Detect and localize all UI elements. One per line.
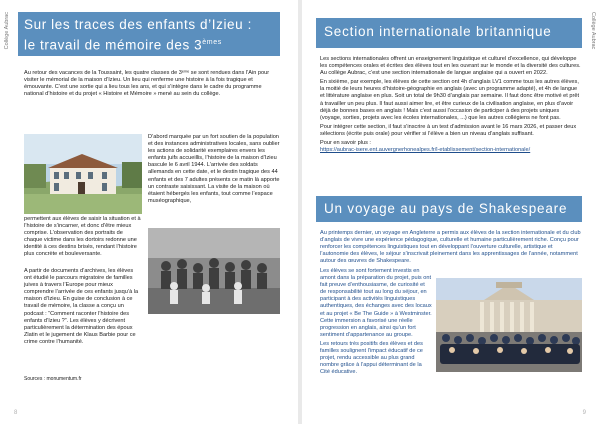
title-line-1: Sur les traces des enfants d’Izieu : (24, 17, 252, 32)
intro-paragraph: Au retour des vacances de la Toussaint, les quatre classes de 3ᵉᵐᵉ se sont rendues dans l’Ain pour visiter le mémorial de la maison d’Izieu. Un lieu qui renferme une histoire à la fois tragique et émouvante. C’est une sortie qui a lieu tous les ans, et qui s’intègre dans le cadre du programme national d’histoire et du projet « Histoire et Mémoire » mené au sein du collège. (24, 70, 270, 98)
london-group-photo (436, 278, 582, 372)
maison-izieu-photo (24, 134, 142, 214)
side-label: Collège Aubrac (590, 12, 596, 50)
voyage-intro: Au printemps dernier, un voyage en Angleterre a permis aux élèves de la section internationale et du club d’anglais de vivre une expérience pédagogique, culturelle et humaine particulièrement riche. Conçu pour renforcer les compétences linguistiques tout en développant l’ouverture culturelle, artistique et l’autonomie des élèves, le séjour s’inscrivait pleinement dans les apprentissages de l’année, notamment autour des œuvres de Shakespeare. (320, 230, 581, 265)
side-label: Collège Aubrac (4, 12, 10, 50)
section-paragraph-2: En sixième, par exemple, les élèves de cette section ont 4h d’anglais LV1 comme tous les autres élèves, la moitié de leurs heures d’histoire-géographie en anglais (avec un programme adapté), et 4h de langue et littérature anglaise en plus. Soit un total de 9h30 d’anglais par semaine. Il faut donc être motivé et prêt à travailler un peu plus. Il faut aussi aimer lire, et être curieux de la civilisation anglaise, en plus d’avoir déjà de bonnes bases en anglais ! Mais c’est aussi l’occasion de participer à des projets uniques (voyage, sorties, projets avec les écoles internationales, ...) que les autres collégiens ne font pas. (320, 79, 580, 121)
voyage-paragraph-1: Les élèves se sont fortement investis en amont dans la préparation du projet, puis ont fait preuve d’enthousiasme, de curiosité et de responsabilité tout au long du séjour, en participant à des activités linguistiques authentiques, des échanges avec des locaux et au projet « Be The Guide » à Westminster. Cette immersion a favorisé une réelle progression en anglais, ainsi qu’un fort sentiment d’appartenance au groupe. (320, 268, 432, 338)
title-line-2: le travail de mémoire des 3èmes (24, 37, 222, 53)
history-column: D’abord marquée par un fort soutien de la population et des instances administratives locales, sans oublier les actions de solidarité exemplaires envers les enfants juifs accueillis, l’histoire de la maison d’Izieu bascule le 6 avril 1944. L’arrivée des soldats allemands en cette date, et le destin tragique des 44 enfants et des 7 adultes présents ce matin là apporte un contraste saisissant. La visite de la maison où étaient hébergés les enfants, tout comme l’espace muséographique, (148, 134, 280, 204)
section-body (320, 56, 582, 154)
voyage-paragraph-2: Les retours très positifs des élèves et des familles soulignent l’impact éducatif de ce projet, rendu accessible au plus grand nombre grâce à l’appui déterminant de la Cité éducative. (320, 340, 423, 376)
section-title-banner: Section internationale britannique (316, 18, 582, 48)
page-number: 8 (14, 410, 18, 416)
sources-note: Sources : monumentum.fr (24, 376, 82, 382)
left-page (0, 0, 298, 424)
visit-paragraph: permettent aux élèves de saisir la situation et à l’histoire de s’incarner, et donc d’être mieux comprise. L’observation des portraits de chaque victime dans les dortoirs redonne une identité à ces destins brisés, rendant l’histoire plus concrète et bouleversante. (24, 216, 141, 258)
section-paragraph-4: Pour en savoir plus : (320, 140, 371, 147)
right-page (302, 0, 600, 424)
archives-paragraph: A partir de documents d’archives, les élèves ont étudié le parcours migratoire de familles juives à travers l’Europe pour mieux comprendre l’arrivée de ces enfants jusqu’à la maison d’Izieu. En guise de conclusion à ce travail de mémoire, la classe a conçu un podcast : “Comment raconter l’histoire des enfants d’Izieu ?”. Les élèves y décrivent particulièrement la détermination des époux Zlatin et le jugement de Klaus Barbie pour ce crime contre l’humanité. (24, 268, 139, 345)
section-link[interactable]: https://aubrac-isere.ent.auvergnerhonealpes.fr/l-etablissement/section-internationale/ (320, 147, 531, 154)
section-paragraph-3: Pour intégrer cette section, il faut s’inscrire à un test d’admission avant le 16 mars 2026, et passer deux sélections (écrite puis orale) pour vérifier si l’élève a bien un niveau d’anglais suffisant. (320, 123, 577, 137)
voyage-title-banner: Un voyage au pays de Shakespeare (316, 196, 582, 222)
children-archive-photo (148, 228, 280, 314)
article-title-banner (18, 12, 280, 56)
section-paragraph-1: Les sections internationales offrent un enseignement linguistique et culturel d’excellence, qui développe les compétences orales et écrites des élèves tout en les ouvrant sur le monde et la diversité des cultures. Au collège Aubrac, c’est une section internationale de langue anglaise qui a ouvert en 2022. (320, 56, 581, 77)
page-number: 9 (582, 410, 586, 416)
voyage-column (320, 268, 432, 378)
